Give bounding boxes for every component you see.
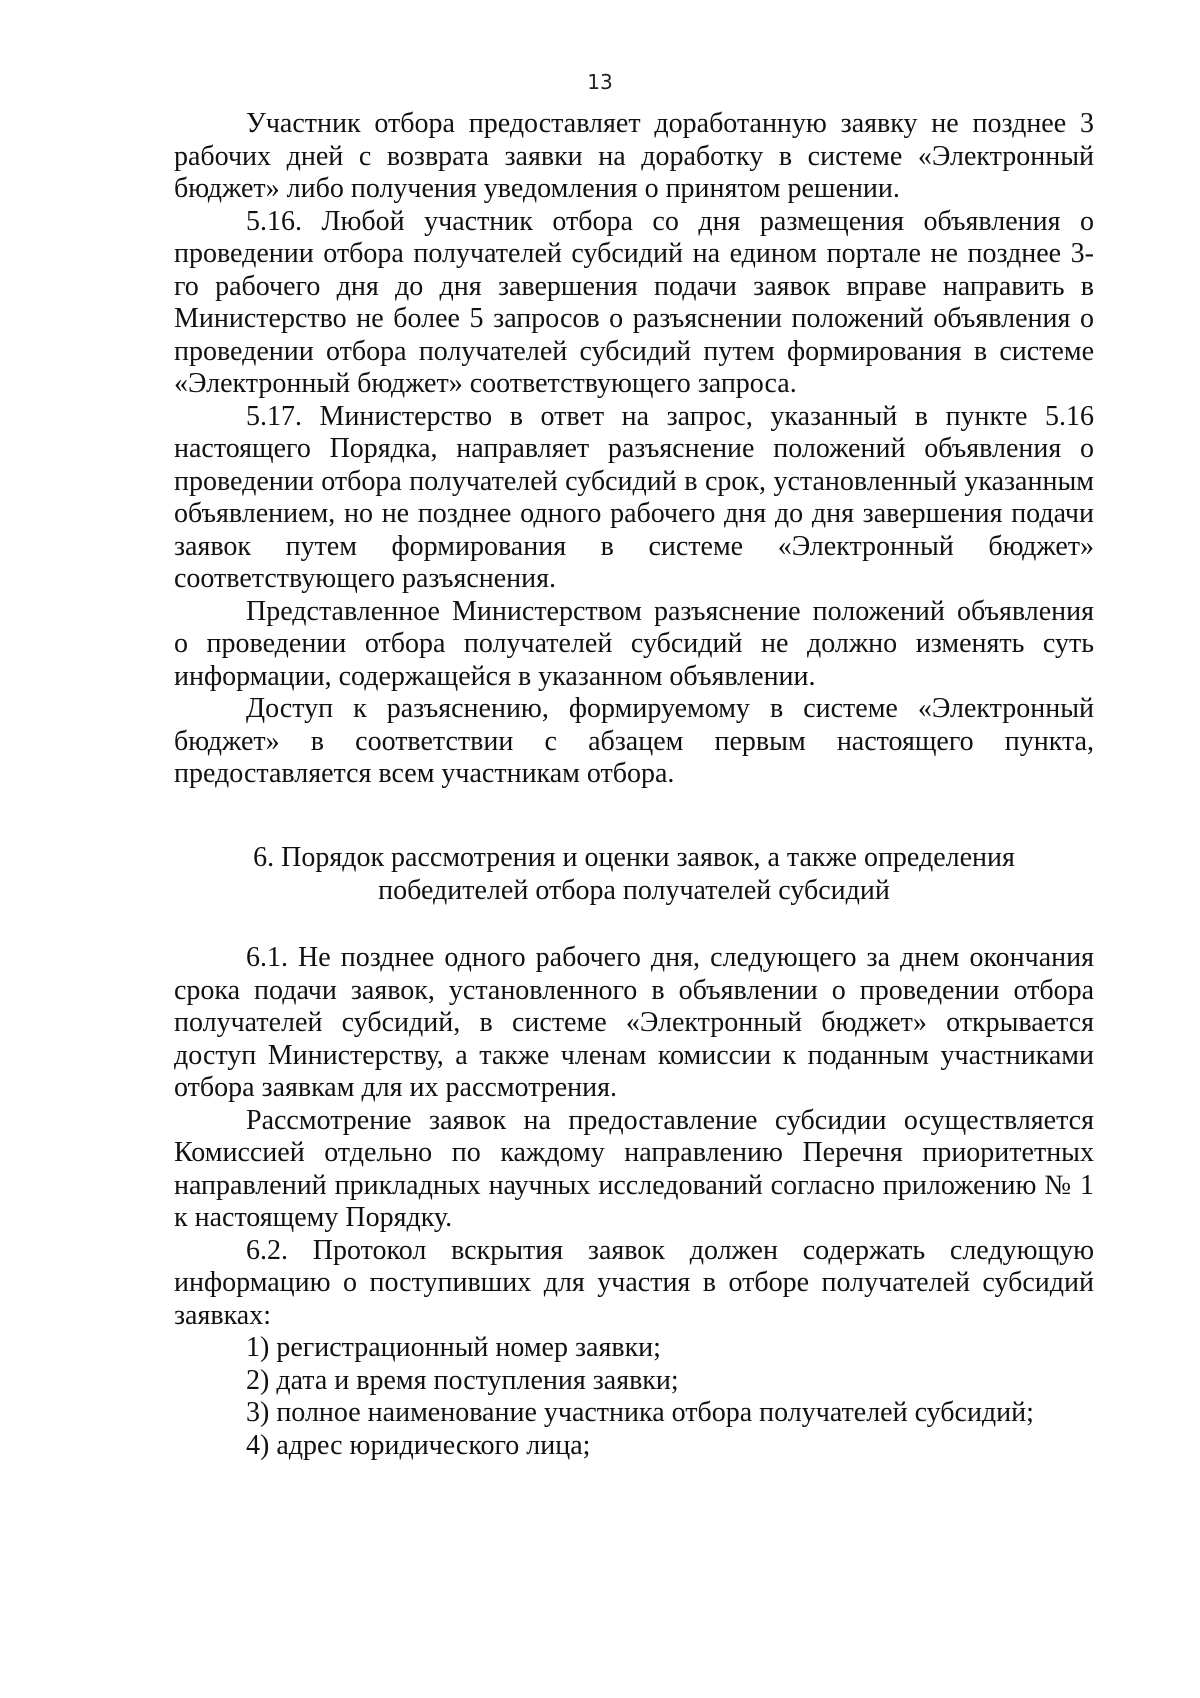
list-item: 1) регистрационный номер заявки; (246, 1332, 661, 1363)
list-item: 2) дата и время поступления заявки; (246, 1364, 679, 1396)
paragraph-6-1: 6.1. Не позднее одного рабочего дня, следующего за днем окончания срока подачи заявок, установленного в объявлении о проведении отбора получателей субсидий, в системе «Электронный бюджет» открывается доступ Министерству, а также членам комиссии к поданным участниками отбора заявкам для их рассмотрения. (174, 942, 1094, 1103)
paragraph: Представленное Министерством разъяснение положений объявления о проведении отбора получателей субсидий не должно изменять суть информации, содержащейся в указанном объявлении. (174, 595, 1094, 692)
section-heading-line: 6. Порядок рассмотрения и оценки заявок, а также определения (253, 842, 1015, 873)
paragraph: Доступ к разъяснению, формируемому в системе «Электронный бюджет» в соответствии с абзацем первым настоящего пункта, предоставляется всем участникам отбора. (174, 693, 1094, 789)
section-5-text (174, 108, 1094, 791)
section-6-heading (174, 842, 1094, 907)
page-number: 13 (587, 70, 613, 94)
paragraph-6-2: 6.2. Протокол вскрытия заявок должен содержать следующую информацию о поступивших для участия в отборе получателей субсидий заявках: (174, 1234, 1094, 1331)
paragraph: Рассмотрение заявок на предоставление субсидии осуществляется Комиссией отдельно по каждому направлению Перечня приоритетных направлений прикладных научных исследований согласно приложению № 1 к настоящему Порядку. (174, 1104, 1094, 1233)
paragraph: Участник отбора предоставляет доработанную заявку не позднее 3 рабочих дней с возврата заявки на доработку в системе «Электронный бюджет» либо получения уведомления о принятом решении. (174, 108, 1094, 204)
section-heading-line: победителей отбора получателей субсидий (378, 874, 890, 906)
paragraph-5-17: 5.17. Министерство в ответ на запрос, указанный в пункте 5.16 настоящего Порядка, направляет разъяснение положений объявления о проведении отбора получателей субсидий в срок, установленный указанным объявлением, но не позднее одного рабочего дня до дня завершения подачи заявок путем формирования в системе «Электронный бюджет» соответствующего разъяснения. (174, 400, 1094, 594)
list-item: 3) полное наименование участника отбора получателей субсидий; (246, 1397, 1034, 1428)
section-6-text (174, 942, 1094, 1462)
paragraph-5-16: 5.16. Любой участник отбора со дня размещения объявления о проведении отбора получателей субсидий на едином портале не позднее 3-го рабочего дня до дня завершения подачи заявок вправе направить в Министерство не более 5 запросов о разъяснении положений объявления о проведении отбора получателей субсидий путем формирования в системе «Электронный бюджет» соответствующего запроса. (174, 205, 1094, 399)
list-item: 4) адрес юридического лица; (246, 1429, 591, 1461)
